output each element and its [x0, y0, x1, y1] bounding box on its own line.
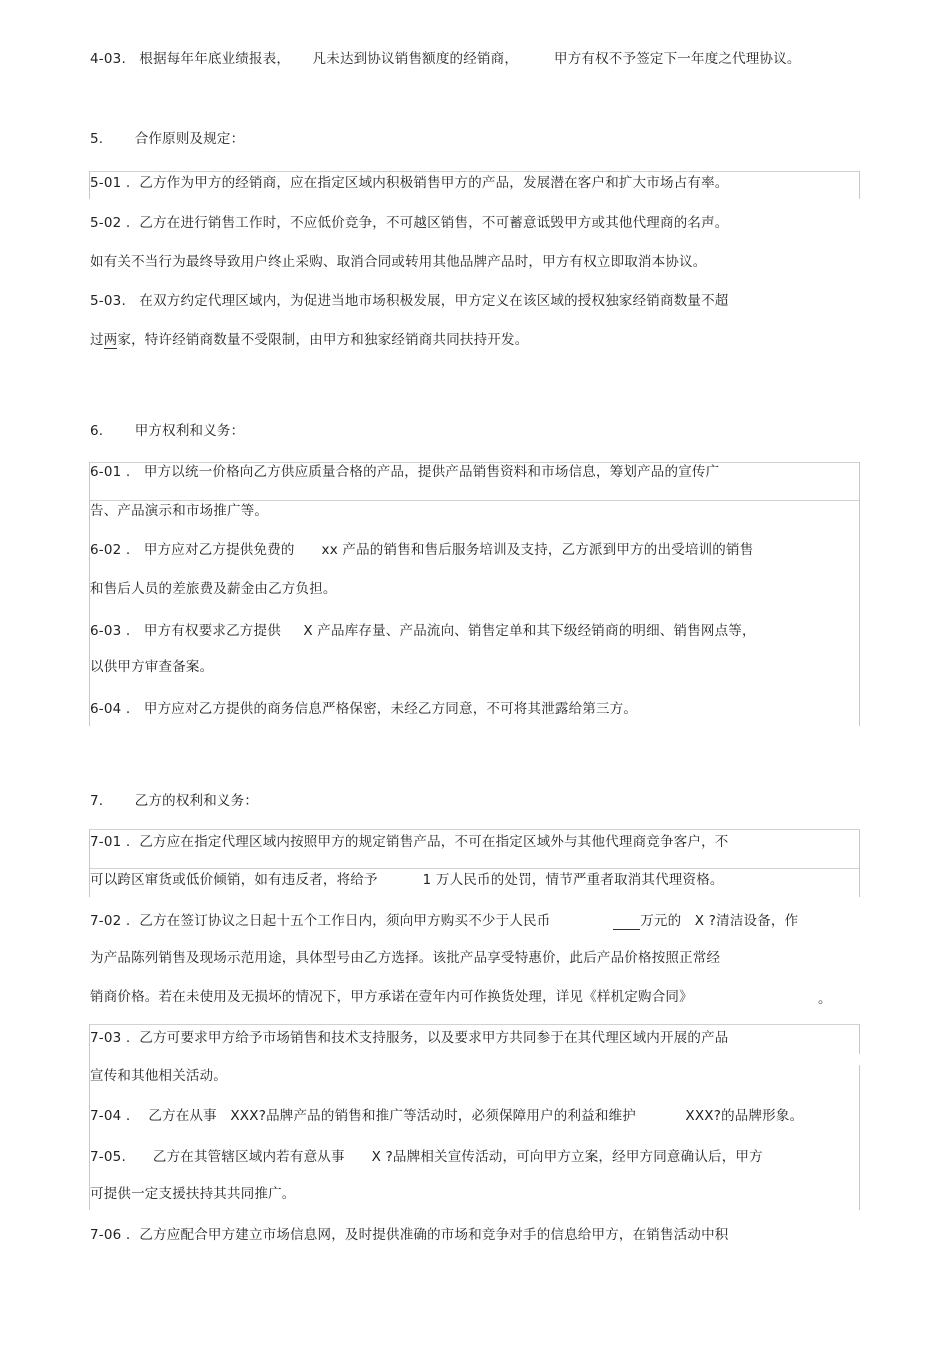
clause-7-06: 7-06 . 乙方应配合甲方建立市场信息网，及时提供准确的市场和竞争对手的信息给甲方，在销售活动中积 — [90, 1227, 729, 1243]
clause-7-05: 7-05. 乙方在其管辖区域内若有意从事 X ?品牌相关宣传活动，可向甲方立案，经甲方同意确认后，甲方 — [90, 1149, 763, 1165]
clause-5-01: 5-01 . 乙方作为甲方的经销商，应在指定区域内积极销售甲方的产品，发展潜在客户和扩大市场占有率。 — [90, 175, 729, 191]
clause-7-02-cont2: 销商价格。若在未使用及无损坏的情况下，甲方承诺在壹年内可作换货处理，详见《样机定购合同》 — [90, 989, 693, 1005]
table-rule — [89, 500, 860, 501]
clause-6-03: 6-03 . 甲方有权要求乙方提供 X 产品库存量、产品流向、销售定单和其下级经销商的明细、销售网点等， — [90, 623, 756, 639]
clause-6-03-cont: 以供甲方审查备案。 — [90, 659, 214, 675]
clause-7-01-cont: 可以跨区窜货或低价倾销，如有违反者，将给予 1 万人民币的处罚，情节严重者取消其代理资格。 — [90, 872, 724, 888]
table-border — [859, 1024, 860, 1054]
text-run: 7-02 . 乙方在签订协议之日起十五个工作日内，须向甲方购买不少于人民币 — [90, 913, 614, 929]
clause-6-02-cont: 和售后人员的差旅费及薪金由乙方负担。 — [90, 581, 337, 597]
clause-6-01: 6-01 . 甲方以统一价格向乙方供应质量合格的产品，提供产品销售资料和市场信息，筹划产品的宣传广 — [90, 464, 720, 480]
amount-blank — [613, 913, 640, 930]
text-run: 万元的 X ?清洁设备，作 — [640, 913, 799, 929]
clause-7-05-cont: 可提供一定支援扶持其共同推广。 — [90, 1186, 296, 1202]
table-rule — [89, 1024, 860, 1025]
section-5-heading: 5. 合作原则及规定： — [90, 131, 245, 147]
table-rule — [89, 868, 860, 869]
table-rule — [89, 171, 860, 172]
clause-6-01-cont: 告、产品演示和市场推广等。 — [90, 503, 269, 519]
section-6-heading: 6. 甲方权利和义务： — [90, 423, 245, 439]
clause-6-02: 6-02 . 甲方应对乙方提供免费的 xx 产品的销售和售后服务培训及支持，乙方派到甲方的出受培训的销售 — [90, 542, 754, 558]
table-rule — [89, 829, 860, 830]
clause-6-04: 6-04 . 甲方应对乙方提供的商务信息严格保密，未经乙方同意，不可将其泄露给第三方。 — [90, 701, 638, 717]
clause-5-03-cont — [90, 331, 528, 349]
clause-7-02-end: 。 — [818, 991, 832, 1007]
underlined-count: 两 — [103, 332, 118, 348]
table-border — [859, 1065, 860, 1210]
section-7-heading: 7. 乙方的权利和义务： — [90, 793, 259, 809]
clause-7-02-cont: 为产品陈列销售及现场示范用途，具体型号由乙方选择。该批产品享受特惠价，此后产品价格按照正常经 — [90, 950, 721, 966]
clause-7-04: 7-04 . 乙方在从事 XXX?品牌产品的销售和推广等活动时，必须保障用户的利益和维护 XXX?的品牌形象。 — [90, 1108, 804, 1124]
clause-4-03: 4-03. 根据每年年底业绩报表， 凡未达到协议销售额度的经销商， 甲方有权不予签定下一年度之代理协议。 — [90, 51, 801, 67]
clause-7-02 — [90, 912, 798, 930]
text-run: 过 — [90, 332, 104, 348]
table-border — [859, 462, 860, 726]
clause-7-01: 7-01 . 乙方应在指定代理区域内按照甲方的规定销售产品，不可在指定区域外与其他代理商竞争客户，不 — [90, 834, 729, 850]
clause-5-03: 5-03. 在双方约定代理区域内，为促进当地市场积极发展，甲方定义在该区域的授权独家经销商数量不超 — [90, 293, 729, 309]
clause-5-02: 5-02 . 乙方在进行销售工作时，不应低价竞争，不可越区销售，不可蓄意诋毁甲方或其他代理商的名声。 — [90, 215, 729, 231]
clause-7-03-cont: 宣传和其他相关活动。 — [90, 1068, 227, 1084]
table-border — [859, 171, 860, 199]
clause-7-03: 7-03 . 乙方可要求甲方给予市场销售和技术支持服务，以及要求甲方共同参于在其代理区域内开展的产品 — [90, 1030, 729, 1046]
clause-5-02-cont: 如有关不当行为最终导致用户终止采购、取消合同或转用其他品牌产品时，甲方有权立即取消本协议。 — [90, 254, 707, 270]
table-border — [859, 829, 860, 897]
text-run: 家，特许经销商数量不受限制，由甲方和独家经销商共同扶持开发。 — [117, 332, 529, 348]
